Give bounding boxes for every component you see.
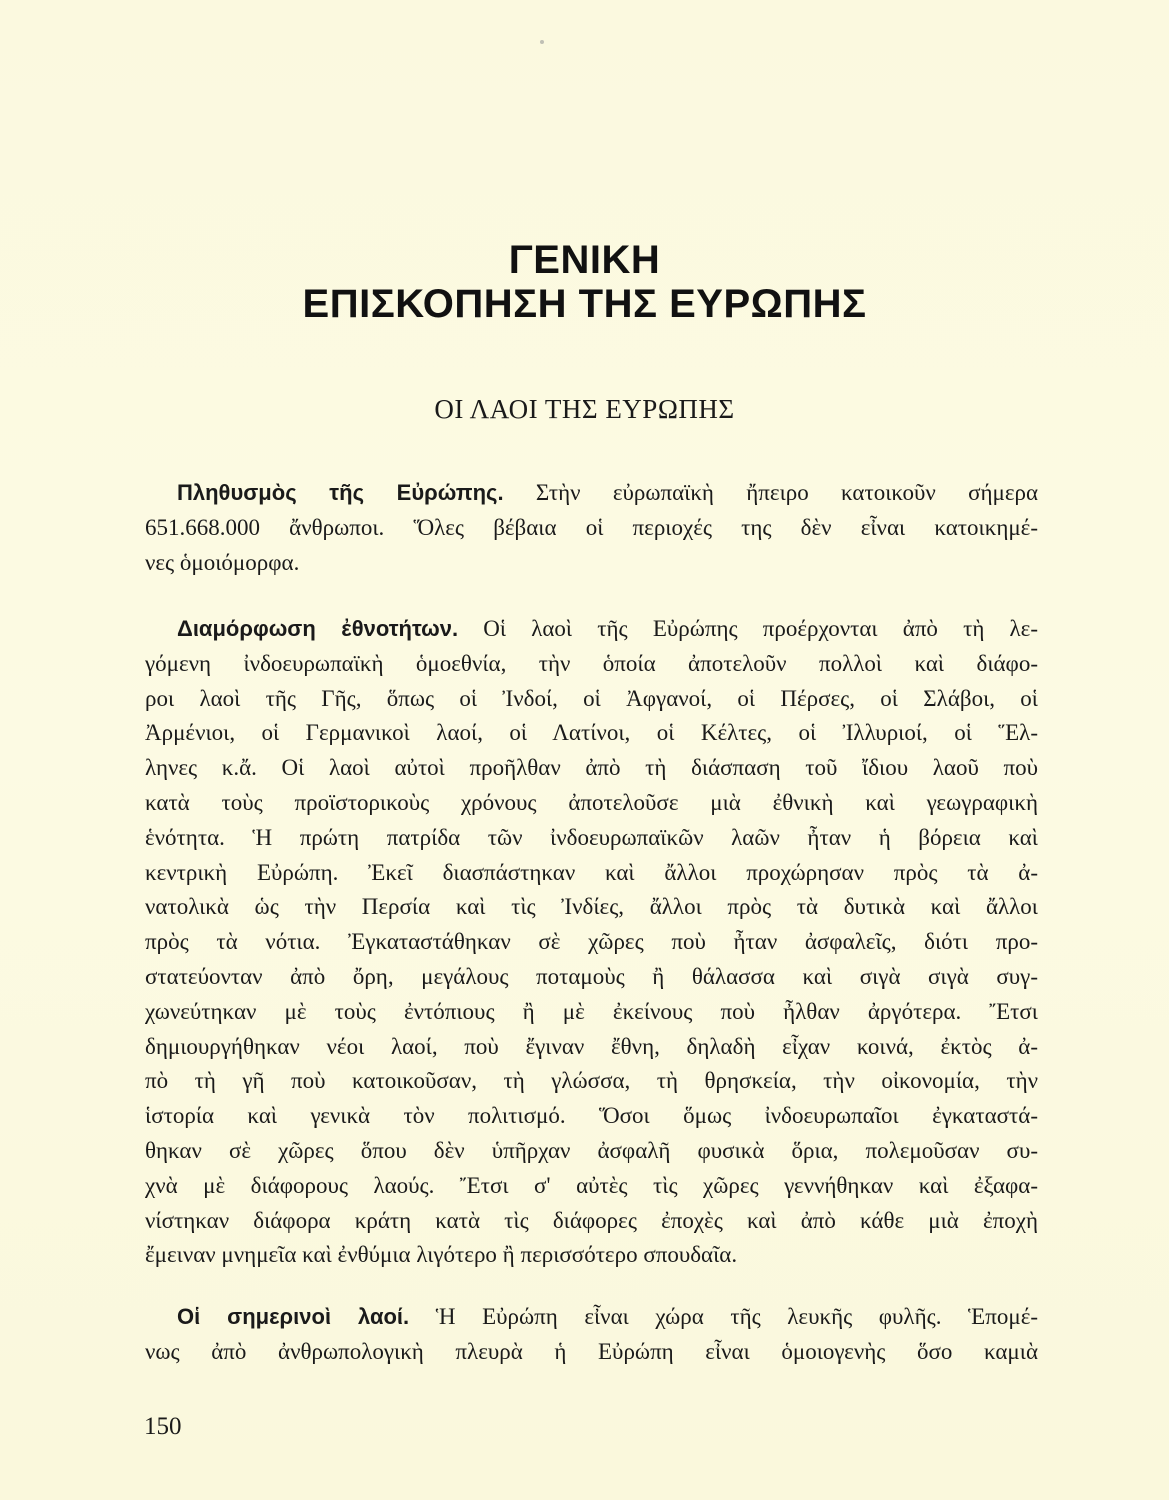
paragraph-line: Ἀρμένιοι, οἱ Γερμανικοὶ λαοί, οἱ Λατίνοι, οἱ Κέλτες, οἱ Ἰλλυριοί, οἱ Ἕλ-: [145, 720, 1038, 746]
paragraph-line: ροι λαοὶ τῆς Γῆς, ὅπως οἱ Ἰνδοί, οἱ Ἀφγανοί, οἱ Πέρσες, οἱ Σλάβοι, οἱ: [145, 685, 1038, 711]
section-heading: Διαμόρφωση ἐθνοτήτων.: [177, 616, 459, 641]
paragraph-line: χωνεύτηκαν μὲ τοὺς ἐντόπιους ἢ μὲ ἐκείνους ποὺ ἦλθαν ἀργότερα. Ἔτσι: [145, 998, 1038, 1024]
section-modern-peoples: [145, 1300, 1038, 1370]
paragraph-line: 651.668.000 ἄνθρωποι. Ὅλες βέβαια οἱ περιοχές της δὲν εἶναι κατοικημέ-: [145, 514, 1038, 540]
paragraph-line: θηκαν σὲ χῶρες ὅπου δὲν ὑπῆρχαν ἀσφαλῆ φυσικὰ ὅρια, πολεμοῦσαν συ-: [145, 1137, 1038, 1163]
section-ethnicities: [145, 612, 1038, 1273]
paragraph-line: ἔμειναν μνημεῖα καὶ ἐνθύμια λιγότερο ἢ περισσότερο σπουδαῖα.: [145, 1242, 738, 1268]
section-heading: Πληθυσμὸς τῆς Εὐρώπης.: [177, 480, 504, 505]
paragraph-line: γόμενη ἰνδοευρωπαϊκὴ ὁμοεθνία, τὴν ὁποία ἀποτελοῦν πολλοὶ καὶ διάφο-: [145, 650, 1038, 676]
paragraph-line: πὸ τὴ γῆ ποὺ κατοικοῦσαν, τὴ γλώσσα, τὴ θρησκεία, τὴν οἰκονομία, τὴν: [145, 1068, 1038, 1094]
paragraph-line: νως ἀπὸ ἀνθρωπολογικὴ πλευρὰ ἡ Εὐρώπη εἶναι ὁμοιογενὴς ὅσο καμιὰ: [145, 1338, 1038, 1364]
page-title-line-2: ΕΠΙΣΚΟΠΗΣΗ ΤΗΣ ΕΥΡΩΠΗΣ: [302, 282, 867, 326]
paragraph-line: Πληθυσμὸς τῆς Εὐρώπης. Στὴν εὐρωπαϊκὴ ἤπειρο κατοικοῦν σήμερα: [177, 480, 1039, 505]
paragraph-line: νες ὁμοιόμορφα.: [145, 549, 300, 575]
paragraph-line: κατὰ τοὺς προϊστορικοὺς χρόνους ἀποτελοῦσε μιὰ ἐθνικὴ καὶ γεωγραφικὴ: [145, 789, 1038, 815]
paragraph-line: δημιουργήθηκαν νέοι λαοί, ποὺ ἔγιναν ἔθνη, δηλαδὴ εἶχαν κοινά, ἐκτὸς ἀ-: [145, 1033, 1038, 1059]
page-number: 150: [144, 1413, 182, 1440]
paragraph-line: στατεύονταν ἀπὸ ὄρη, μεγάλους ποταμοὺς ἢ θάλασσα καὶ σιγὰ σιγὰ συγ-: [145, 963, 1038, 989]
section-heading: Οἱ σημερινοὶ λαοί.: [177, 1304, 410, 1329]
paragraph-line: νίστηκαν διάφορα κράτη κατὰ τὶς διάφορες ἐποχὲς καὶ ἀπὸ κάθε μιὰ ἐποχὴ: [145, 1207, 1038, 1233]
paragraph-line: νατολικὰ ὡς τὴν Περσία καὶ τὶς Ἰνδίες, ἄλλοι πρὸς τὰ δυτικὰ καὶ ἄλλοι: [145, 894, 1038, 920]
paragraph-line: ληνες κ.ἄ. Οἱ λαοὶ αὐτοὶ προῆλθαν ἀπὸ τὴ διάσπαση τοῦ ἴδιου λαοῦ ποὺ: [145, 755, 1038, 781]
paragraph-line: πρὸς τὰ νότια. Ἐγκαταστάθηκαν σὲ χῶρες ποὺ ἦταν ἀσφαλεῖς, διότι προ-: [145, 929, 1038, 955]
paragraph-line: ἱστορία καὶ γενικὰ τὸν πολιτισμό. Ὅσοι ὅμως ἰνδοευρωπαῖοι ἐγκαταστά-: [145, 1103, 1038, 1129]
section-subtitle: ΟΙ ΛΑΟΙ ΤΗΣ ΕΥΡΩΠΗΣ: [434, 394, 735, 424]
paragraph-line: χνὰ μὲ διάφορους λαούς. Ἔτσι σ' αὐτὲς τὶς χῶρες γεννήθηκαν καὶ ἐξαφα-: [145, 1172, 1038, 1198]
paragraph-line: Διαμόρφωση ἐθνοτήτων. Οἱ λαοὶ τῆς Εὐρώπης προέρχονται ἀπὸ τὴ λε-: [177, 616, 1038, 641]
section-population: [145, 476, 1038, 580]
page-title-line-1: ΓΕΝΙΚΗ: [508, 238, 661, 282]
paragraph-line: κεντρικὴ Εὐρώπη. Ἐκεῖ διασπάστηκαν καὶ ἄλλοι προχώρησαν πρὸς τὰ ἀ-: [145, 859, 1038, 885]
paragraph-line: Οἱ σημερινοὶ λαοί. Ἡ Εὐρώπη εἶναι χώρα τῆς λευκῆς φυλῆς. Ἑπομέ-: [177, 1304, 1039, 1329]
paper-speck: [540, 40, 544, 44]
paragraph-line: ἑνότητα. Ἡ πρώτη πατρίδα τῶν ἰνδοευρωπαϊκῶν λαῶν ἦταν ἡ βόρεια καὶ: [145, 824, 1038, 850]
